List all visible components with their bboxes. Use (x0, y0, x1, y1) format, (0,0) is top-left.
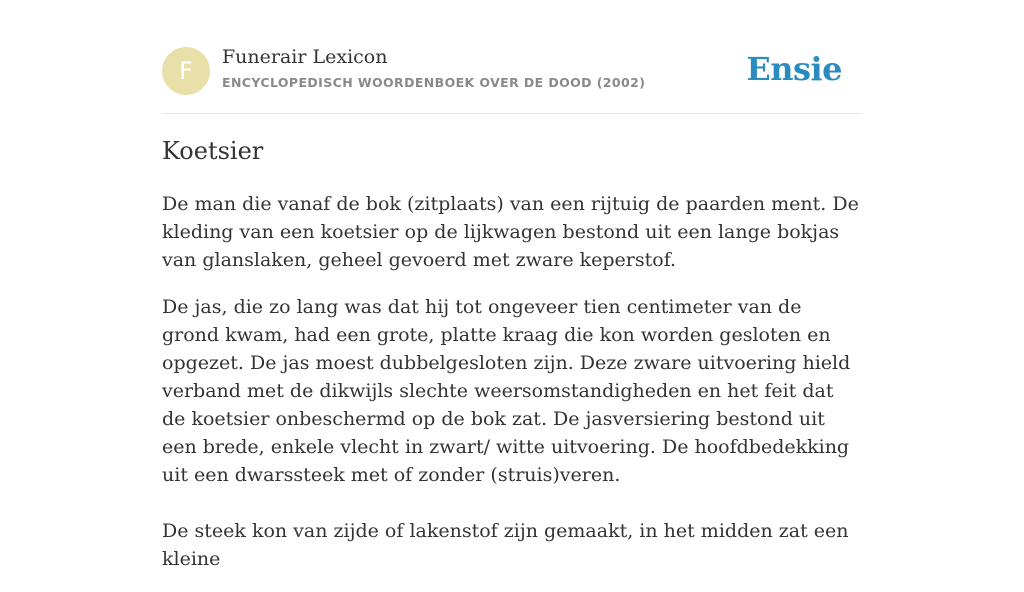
definition-paragraph-2: De jas, die zo lang was dat hij tot ongeveer tien centimeter van de grond kwam, had een grote, platte kraag die kon worden gesloten en opgezet. De jas moest dubbelgesloten zijn. Deze zware uitvoering hield verband met de dikwijls slechte weersomstandigheden en het feit dat de koetsier onbeschermd op de bok zat. De jasversiering bestond uit een brede, enkele vlecht in zwart/ witte uitvoering. De hoofdbedekking uit een dwarssteek met of zonder (struis)veren. (162, 296, 851, 486)
definition-paragraph-3: De steek kon van zijde of lakenstof zijn gemaakt, in het midden zat een kleine (162, 520, 849, 570)
definition-paragraph-1: De man die vanaf de bok (zitplaats) van een rijtuig de paarden ment. De kleding van een koetsier op de lijkwagen bestond uit een lange bokjas van glanslaken, geheel gevoerd met zware keperstof. (162, 193, 859, 271)
page-container (162, 0, 862, 570)
ensie-logo[interactable]: Ensie (746, 50, 842, 88)
source-header (162, 0, 862, 114)
entry-title: Koetsier (162, 137, 264, 165)
source-title[interactable]: Funerair Lexicon (222, 46, 388, 68)
entry-definition (162, 190, 862, 592)
source-avatar[interactable]: F (162, 47, 210, 95)
source-subtitle: ENCYCLOPEDISCH WOORDENBOEK OVER DE DOOD (2002) (222, 75, 646, 90)
